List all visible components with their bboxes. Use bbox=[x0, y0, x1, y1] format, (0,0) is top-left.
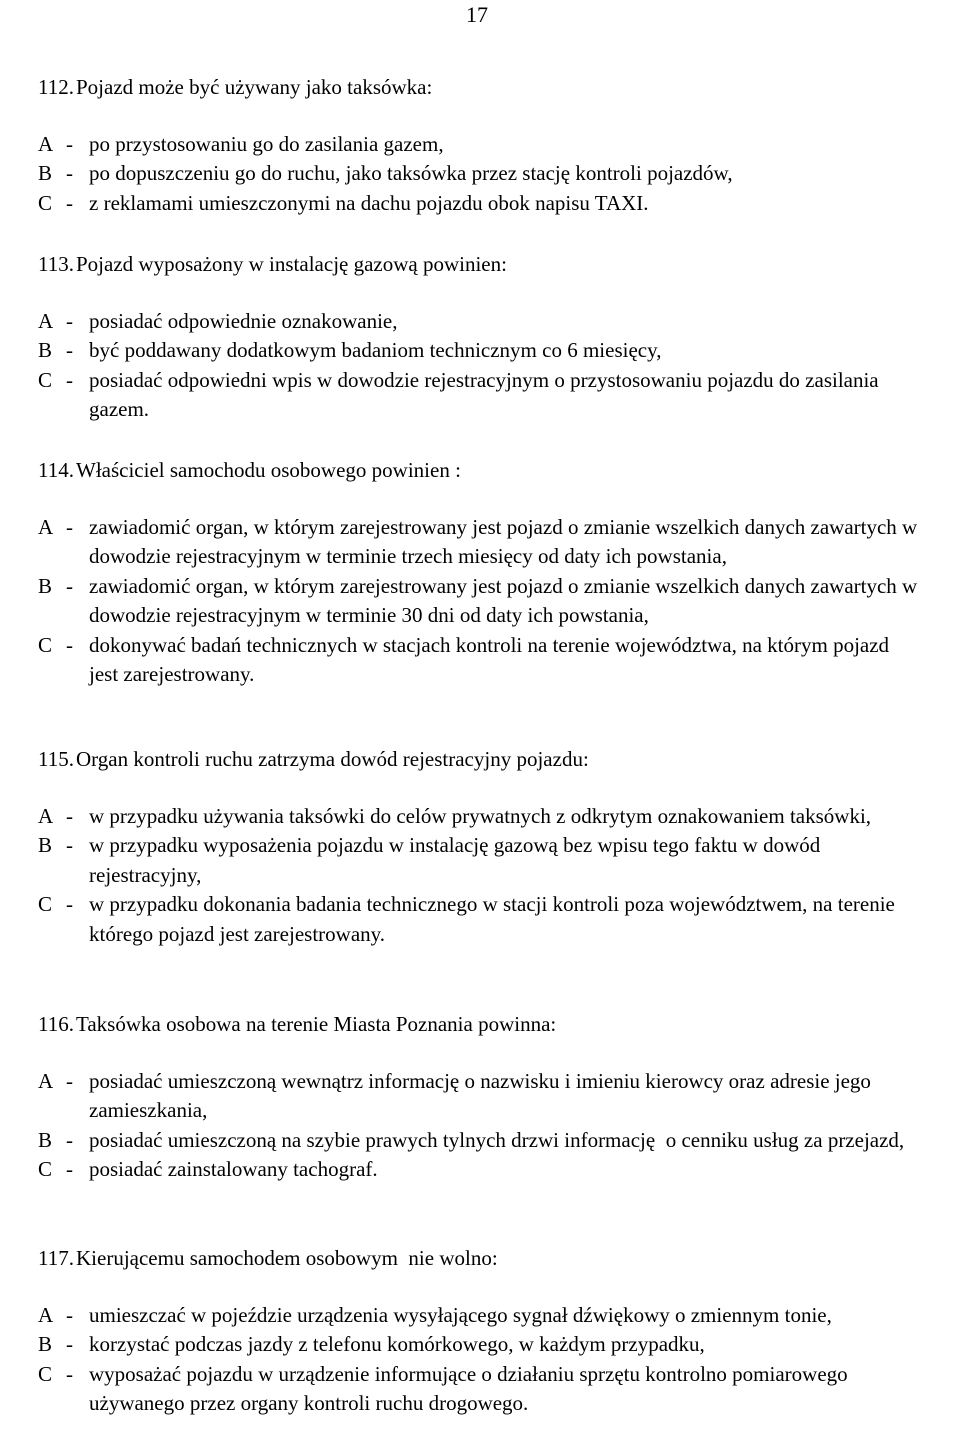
answer-list bbox=[0, 130, 960, 218]
answer-text: w przypadku dokonania badania technicznego w stacji kontroli poza województwem, na terenie którego pojazd jest zarejestrowany. bbox=[89, 892, 895, 946]
answer-a bbox=[0, 307, 960, 336]
answer-c bbox=[0, 189, 960, 218]
answer-list bbox=[0, 307, 960, 425]
question-text: Pojazd wyposażony w instalację gazową powinien: bbox=[76, 252, 507, 276]
answer-letter: C bbox=[38, 1157, 53, 1182]
question-number: 115. bbox=[38, 747, 74, 771]
answer-b bbox=[0, 831, 960, 890]
answer-b bbox=[0, 1126, 960, 1155]
answer-dash: - bbox=[66, 161, 73, 186]
question-text: Właściciel samochodu osobowego powinien : bbox=[76, 458, 461, 482]
question-text: Kierującemu samochodem osobowym nie wolno: bbox=[76, 1246, 498, 1270]
answer-letter: C bbox=[38, 1361, 53, 1386]
answer-letter: C bbox=[38, 632, 53, 657]
answer-dash: - bbox=[66, 1069, 73, 1093]
answer-text: w przypadku używania taksówki do celów prywatnych z odkrytym oznakowaniem taksówki, bbox=[89, 804, 872, 828]
question-text: Pojazd może być używany jako taksówka: bbox=[76, 75, 433, 99]
answer-letter: A bbox=[38, 1303, 54, 1327]
answer-b bbox=[0, 572, 960, 631]
question-112 bbox=[0, 72, 960, 218]
question-116 bbox=[0, 1009, 960, 1185]
answer-letter: C bbox=[38, 892, 53, 917]
page-number: 17 bbox=[466, 2, 488, 27]
answer-c bbox=[0, 1155, 960, 1184]
answer-dash: - bbox=[66, 833, 73, 858]
question-114 bbox=[0, 455, 960, 689]
question-header bbox=[0, 249, 960, 279]
answer-dash: - bbox=[66, 367, 73, 392]
answer-dash: - bbox=[66, 573, 73, 598]
answer-text: z reklamami umieszczonymi na dachu pojazdu obok napisu TAXI. bbox=[89, 190, 649, 215]
answer-text: po dopuszczeniu go do ruchu, jako taksówka przez stację kontroli pojazdów, bbox=[89, 161, 733, 186]
question-text: Taksówka osobowa na terenie Miasta Poznania powinna: bbox=[76, 1012, 557, 1036]
answer-dash: - bbox=[66, 1127, 73, 1152]
answer-letter: B bbox=[38, 833, 53, 858]
answer-letter: B bbox=[38, 1332, 53, 1357]
answer-letter: A bbox=[38, 132, 54, 156]
answer-b bbox=[0, 336, 960, 365]
answer-letter: B bbox=[38, 1127, 53, 1152]
question-number: 112. bbox=[38, 75, 74, 99]
answer-dash: - bbox=[66, 190, 73, 215]
question-text: Organ kontroli ruchu zatrzyma dowód rejestracyjny pojazdu: bbox=[76, 747, 589, 771]
answer-a bbox=[0, 1067, 960, 1126]
answer-text: umieszczać w pojeździe urządzenia wysyłającego sygnał dźwiękowy o zmiennym tonie, bbox=[89, 1303, 832, 1327]
answer-letter: A bbox=[38, 309, 54, 333]
answer-letter: B bbox=[38, 338, 53, 363]
answer-dash: - bbox=[66, 515, 73, 539]
answer-list bbox=[0, 513, 960, 689]
question-number: 116. bbox=[38, 1012, 74, 1036]
question-header bbox=[0, 1009, 960, 1039]
answer-c bbox=[0, 890, 960, 949]
answer-text: w przypadku wyposażenia pojazdu w instalację gazową bez wpisu tego faktu w dowód rejestracyjny, bbox=[89, 833, 821, 887]
answer-letter: A bbox=[38, 1069, 54, 1093]
answer-text: posiadać umieszczoną na szybie prawych tylnych drzwi informację o cenniku usług za przejazd, bbox=[89, 1127, 905, 1152]
answer-text: posiadać odpowiednie oznakowanie, bbox=[89, 309, 398, 333]
answer-dash: - bbox=[66, 132, 73, 156]
answer-dash: - bbox=[66, 1157, 73, 1182]
answer-text: być poddawany dodatkowym badaniom technicznym co 6 miesięcy, bbox=[89, 338, 662, 363]
question-number: 114. bbox=[38, 458, 74, 482]
answer-dash: - bbox=[66, 632, 73, 657]
answer-text: wyposażać pojazdu w urządzenie informujące o działaniu sprzętu kontrolno pomiarowego używanego przez organy kontroli ruchu drogowego. bbox=[89, 1361, 848, 1416]
answer-c bbox=[0, 1360, 960, 1419]
answer-b bbox=[0, 1330, 960, 1359]
question-number: 113. bbox=[38, 252, 74, 276]
question-113 bbox=[0, 249, 960, 425]
answer-dash: - bbox=[66, 1361, 73, 1386]
answer-letter: B bbox=[38, 573, 53, 598]
question-header bbox=[0, 1243, 960, 1273]
answer-letter: C bbox=[38, 190, 53, 215]
answer-c bbox=[0, 631, 960, 690]
answer-c bbox=[0, 366, 960, 425]
answer-list bbox=[0, 1301, 960, 1419]
question-number: 117. bbox=[38, 1246, 74, 1270]
answer-letter: C bbox=[38, 367, 53, 392]
answer-text: zawiadomić organ, w którym zarejestrowany jest pojazd o zmianie wszelkich danych zawartych w dowodzie rejestracyjnym w terminie 30 dni od daty ich powstania, bbox=[89, 573, 918, 628]
answer-dash: - bbox=[66, 1303, 73, 1327]
answer-text: posiadać umieszczoną wewnątrz informację o nazwisku i imieniu kierowcy oraz adresie jego zamieszkania, bbox=[89, 1069, 871, 1123]
answer-list bbox=[0, 1067, 960, 1185]
answer-text: korzystać podczas jazdy z telefonu komórkowego, w każdym przypadku, bbox=[89, 1332, 705, 1357]
answer-list bbox=[0, 802, 960, 949]
answer-a bbox=[0, 1301, 960, 1330]
answer-dash: - bbox=[66, 309, 73, 333]
answer-text: po przystosowaniu go do zasilania gazem, bbox=[89, 132, 444, 156]
answer-dash: - bbox=[66, 338, 73, 363]
answer-dash: - bbox=[66, 892, 73, 917]
answer-a bbox=[0, 130, 960, 159]
answer-letter: A bbox=[38, 515, 54, 539]
answer-text: posiadać odpowiedni wpis w dowodzie rejestracyjnym o przystosowaniu pojazdu do zasilania gazem. bbox=[89, 367, 879, 422]
question-header bbox=[0, 455, 960, 485]
answer-dash: - bbox=[66, 804, 73, 828]
answer-text: posiadać zainstalowany tachograf. bbox=[89, 1157, 378, 1182]
question-117 bbox=[0, 1243, 960, 1419]
answer-letter: A bbox=[38, 804, 54, 828]
question-header bbox=[0, 744, 960, 774]
answer-dash: - bbox=[66, 1332, 73, 1357]
answer-text: zawiadomić organ, w którym zarejestrowany jest pojazd o zmianie wszelkich danych zawartych w dowodzie rejestracyjnym w terminie trzech miesięcy od daty ich powstania, bbox=[89, 515, 918, 569]
answer-a bbox=[0, 513, 960, 572]
question-header bbox=[0, 72, 960, 102]
answer-letter: B bbox=[38, 161, 53, 186]
answer-a bbox=[0, 802, 960, 831]
answer-text: dokonywać badań technicznych w stacjach kontroli na terenie województwa, na którym pojazd jest zarejestrowany. bbox=[89, 632, 890, 687]
question-115 bbox=[0, 744, 960, 949]
answer-b bbox=[0, 159, 960, 188]
